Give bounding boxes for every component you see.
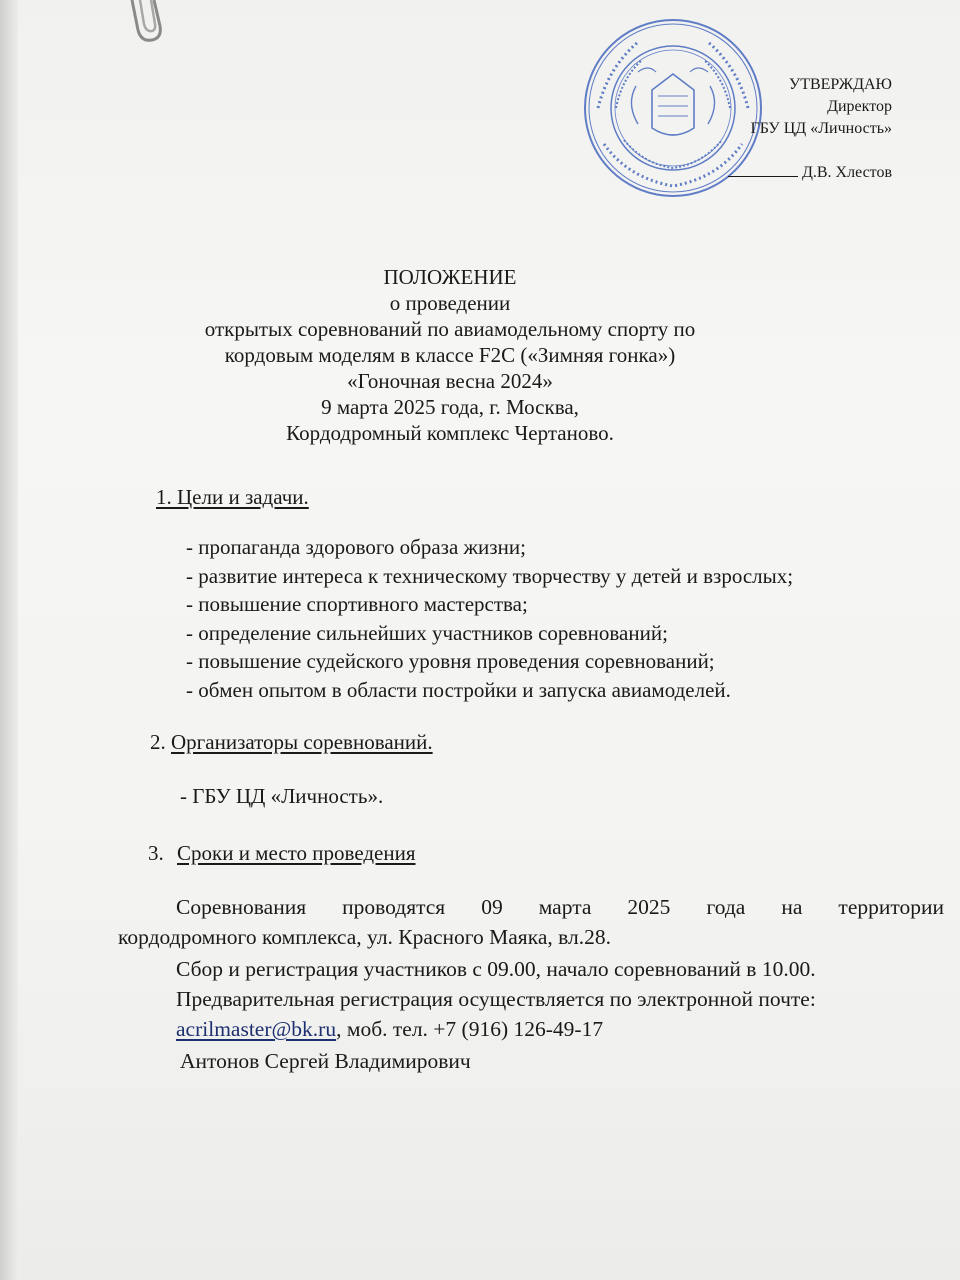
section-3-title: Сроки и место проведения <box>177 841 416 865</box>
contact-line <box>118 1014 944 1044</box>
document-heading <box>100 264 800 446</box>
section-2-heading <box>150 729 433 755</box>
goal-item: - повышение судейского уровня проведения соревнований; <box>186 649 715 674</box>
preregistration-note: Предварительная регистрация осуществляется по электронной почте: <box>176 987 816 1011</box>
heading-line-7: Кордодромный комплекс Чертаново. <box>286 421 614 445</box>
organizer-item: - ГБУ ЦД «Личность». <box>180 784 384 808</box>
goals-list <box>186 533 793 705</box>
email-link[interactable]: acrilmaster@bk.ru <box>176 1017 337 1041</box>
goal-item: - определение сильнейших участников соревнований; <box>186 620 668 645</box>
approval-signature-line <box>632 162 892 184</box>
signature-underline <box>728 176 798 177</box>
heading-line-2: о проведении <box>389 291 511 315</box>
heading-line-6: 9 марта 2025 года, г. Москва, <box>321 395 579 419</box>
registration-time: Сбор и регистрация участников с 09.00, начало соревнований в 10.00. <box>176 957 816 981</box>
heading-line-4: кордовым моделям в классе F2C («Зимняя гонка») <box>224 343 676 367</box>
heading-title: ПОЛОЖЕНИЕ <box>383 265 517 289</box>
approval-block <box>632 74 892 184</box>
dates-paragraph-line-2: кордодромного комплекса, ул. Красного Маяка, вл.28. <box>118 925 611 949</box>
phone-text: , моб. тел. +7 (916) 126-49-17 <box>336 1017 604 1041</box>
approval-position: Директор <box>827 98 892 115</box>
approval-signer: Д.В. Хлестов <box>801 164 892 181</box>
goal-item: - пропаганда здорового образа жизни; <box>186 535 526 559</box>
page-edge <box>0 0 18 1280</box>
section-2-title: Организаторы соревнований. <box>171 730 433 754</box>
goal-item: - повышение спортивного мастерства; <box>186 592 528 617</box>
section-1-heading <box>156 484 309 510</box>
section-3-number: 3. <box>148 841 164 865</box>
dates-paragraph-line-1: Соревнования проводятся 09 марта 2025 года на территории <box>176 895 944 919</box>
section-1-title: 1. Цели и задачи. <box>156 485 309 509</box>
section-2-number: 2. <box>150 730 166 754</box>
approval-label: УТВЕРЖДАЮ <box>788 76 892 93</box>
heading-line-3: открытых соревнований по авиамодельному спорту по <box>204 317 696 341</box>
goal-item: - развитие интереса к техническому творчеству у детей и взрослых; <box>186 563 794 588</box>
contact-person: Антонов Сергей Владимирович <box>180 1049 471 1073</box>
section-3-heading <box>148 840 416 866</box>
paperclip <box>110 0 180 60</box>
approval-organization: ГБУ ЦД «Личность» <box>750 120 892 137</box>
heading-line-5: «Гоночная весна 2024» <box>347 369 553 393</box>
goal-item: - обмен опытом в области постройки и запуска авиамоделей. <box>186 677 731 702</box>
